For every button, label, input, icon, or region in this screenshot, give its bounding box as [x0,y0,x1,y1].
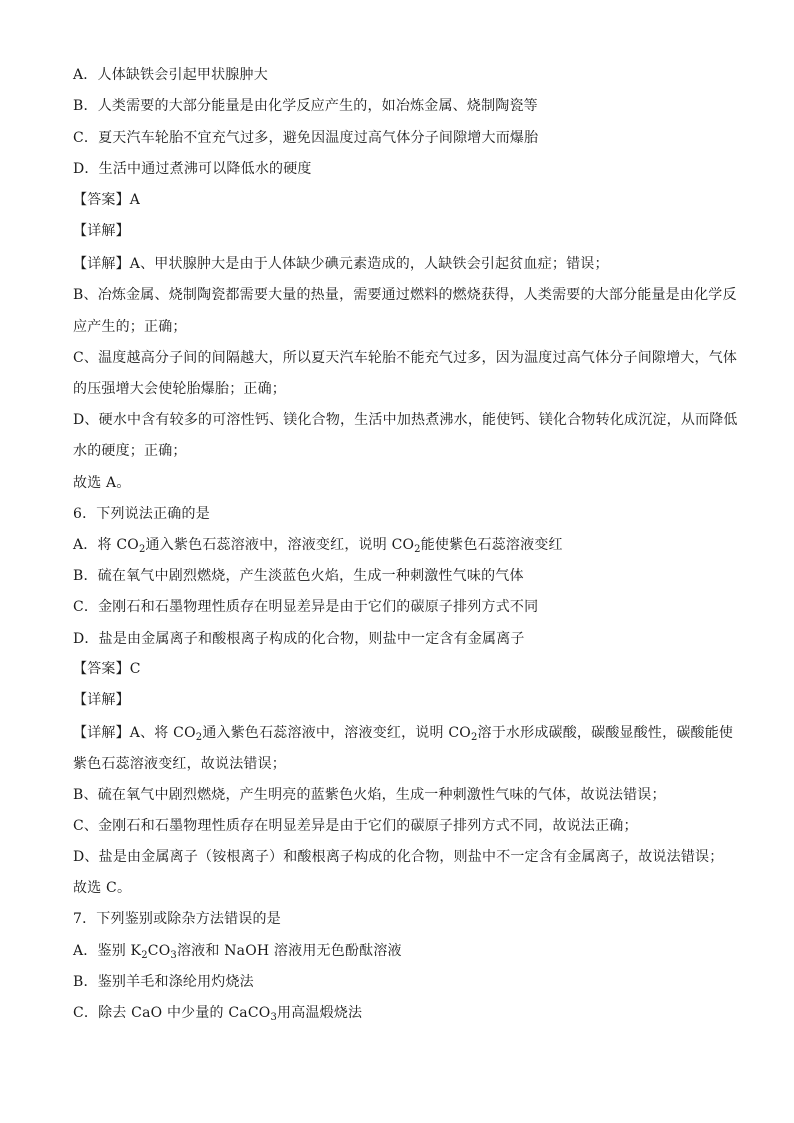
q5-detail-heading: 【详解】 [73,223,130,239]
q5-answer: 【答案】A [73,192,141,208]
q5-explanation-line: 【详解】A、甲状腺肿大是由于人体缺少碘元素造成的，人缺铁会引起贫血症；错误； [73,256,609,272]
q5-explanation-line: B、冶炼金属、烧制陶瓷都需要大量的热量，需要通过燃料的燃烧获得，人类需要的大部分能量是由化学反 [73,287,737,303]
q7-option-b: B．鉴别羊毛和涤纶用灼烧法 [73,974,254,990]
q5-explanation-line: C、温度越高分子间的间隔越大，所以夏天汽车轮胎不能充气过多，因为温度过高气体分子间隙增大，气体 [73,350,738,366]
q5-option-d: D．生活中通过煮沸可以降低水的硬度 [73,161,312,177]
q6-explanation-d: D、盐是由金属离子（铵根离子）和酸根离子构成的化合物，则盐中不一定含有金属离子，故说法错误； [73,849,724,865]
q6-explanation-b: B、硫在氧气中剧烈燃烧，产生明亮的蓝紫色火焰，生成一种刺激性气味的气体，故说法错误； [73,787,666,803]
q6-stem: 6．下列说法正确的是 [73,506,210,522]
q6-option-b: B．硫在氧气中剧烈燃烧，产生淡蓝色火焰，生成一种刺激性气味的气体 [73,568,524,584]
q5-option-c: C．夏天汽车轮胎不宜充气过多，避免因温度过高气体分子间隙增大而爆胎 [73,130,539,146]
q6-conclusion: 故选 C。 [73,880,132,896]
q6-option-a: A．将 $CO_2$通入紫色石蕊溶液中，溶液变红，说明 $CO_2$能使紫色石蕊溶液变红 [73,537,563,555]
q5-explanation-line: D、硬水中含有较多的可溶性钙、镁化合物，生活中加热煮沸水，能使钙、镁化合物转化成沉淀，从而降低 [73,412,738,428]
q5-conclusion: 故选 A。 [73,475,131,491]
q5-explanation-line: 的压强增大会使轮胎爆胎；正确； [73,381,286,397]
q5-option-b: B．人类需要的大部分能量是由化学反应产生的，如冶炼金属、烧制陶瓷等 [73,98,538,114]
q5-option-a: A．人体缺铁会引起甲状腺肿大 [73,67,268,83]
q5-explanation-line: 应产生的；正确； [73,319,187,335]
q7-option-c: C．除去 CaO 中少量的 CaCO$_3$用高温煅烧法 [73,1005,363,1023]
q7-stem: 7．下列鉴别或除杂方法错误的是 [73,911,281,927]
q5-explanation-line: 水的硬度；正确； [73,443,187,459]
q6-explanation-a: 【详解】A、将 $CO_2$通入紫色石蕊溶液中，溶液变红，说明 $CO_2$溶于水形成碳酸，碳酸显酸性，碳酸能使 [73,725,734,743]
q6-detail-heading: 【详解】 [73,692,130,708]
q7-option-a: A．鉴别 $K_2CO_3$溶液和 NaOH 溶液用无色酚酞溶液 [73,943,402,961]
q6-answer: 【答案】C [73,661,141,677]
q6-explanation-a-cont: 紫色石蕊溶液变红，故说法错误； [73,756,286,772]
q6-option-d: D．盐是由金属离子和酸根离子构成的化合物，则盐中一定含有金属离子 [73,631,525,647]
q6-explanation-c: C、金刚石和石墨物理性质存在明显差异是由于它们的碳原子排列方式不同，故说法正确； [73,818,638,834]
q6-option-c: C．金刚石和石墨物理性质存在明显差异是由于它们的碳原子排列方式不同 [73,599,539,615]
